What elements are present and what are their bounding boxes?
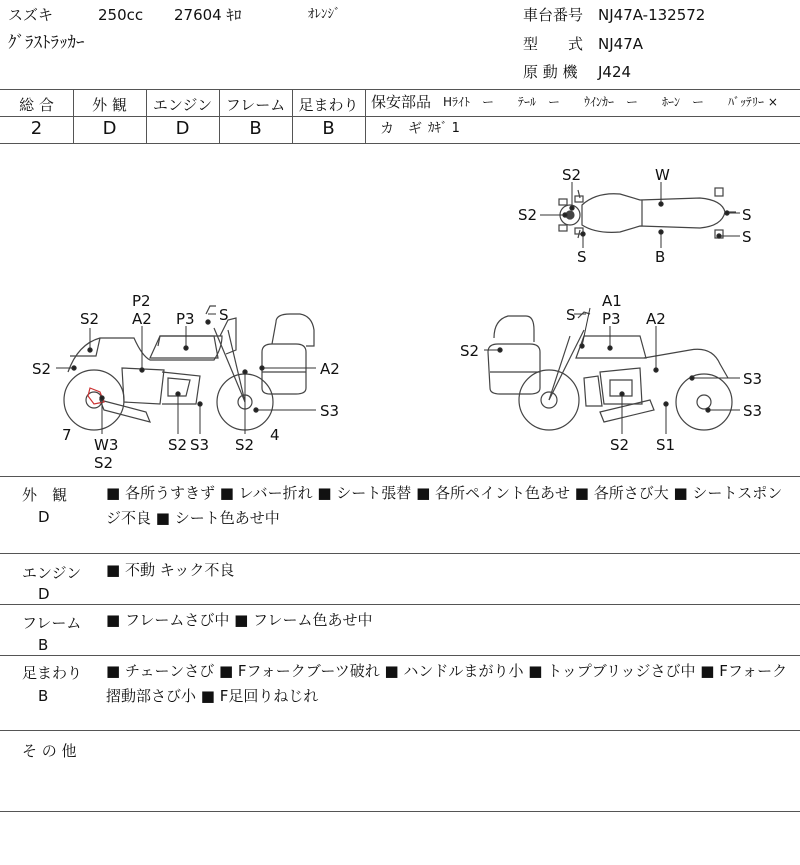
diag-label: P3	[176, 310, 195, 328]
diag-label: W	[655, 166, 670, 184]
diag-label: 4	[270, 426, 280, 444]
divider	[0, 116, 366, 117]
divider	[0, 553, 800, 554]
diag-label: A2	[646, 310, 666, 328]
safety-parts-items: Hﾗｲﾄ ー ﾃｰﾙ ー ｳｲﾝｶｰ ー ﾎｰﾝ ー ﾊﾞｯﾃﾘｰ ×	[443, 95, 778, 109]
divider	[0, 730, 800, 731]
grade-overall-value: 2	[30, 118, 43, 139]
displacement: 250cc	[98, 6, 144, 24]
diag-label: S	[219, 306, 229, 324]
diag-label: S3	[743, 370, 763, 388]
cond-suspension-text: ■ チェーンさび ■ Fフォークブーツ破れ ■ ハンドルまがり小 ■ トップブリッジさび中 ■ Fフォーク摺動部さび小 ■ F足回りねじれ	[106, 662, 788, 705]
cond-frame-label: フレーム	[22, 614, 82, 632]
diag-label: B	[655, 248, 666, 266]
mileage: 27604 ｷﾛ	[174, 6, 242, 24]
engine-value: J424	[598, 63, 632, 81]
diag-label: S3	[190, 436, 210, 454]
diag-label: W3	[94, 436, 119, 454]
diag-label: S	[742, 228, 752, 246]
bike-top-view	[559, 188, 736, 238]
divider	[0, 476, 800, 477]
diag-label: S	[577, 248, 587, 266]
grade-exterior-label: 外 観	[92, 96, 127, 114]
diag-label: S3	[320, 402, 340, 420]
type-value: NJ47A	[598, 35, 643, 53]
grade-frame-value: B	[249, 118, 262, 139]
diag-label: S	[742, 206, 752, 224]
divider	[365, 89, 366, 143]
grade-exterior-value: D	[102, 118, 117, 139]
diag-label: S2	[610, 436, 630, 454]
cond-exterior-label: 外 観	[22, 486, 68, 504]
cond-suspension-label: 足まわり	[22, 664, 83, 682]
cond-exterior-text: ■ 各所うすきず ■ レバー折れ ■ シート張替 ■ 各所ペイント色あせ ■ 各所さび大 ■ シートスポンジ不良 ■ シート色あせ中	[106, 484, 783, 527]
grade-overall-label: 総 合	[19, 96, 54, 114]
diag-label: S1	[656, 436, 676, 454]
divider	[366, 116, 800, 117]
divider	[0, 811, 800, 812]
diag-label: S3	[743, 402, 763, 420]
cond-exterior-grade: D	[38, 508, 50, 526]
diag-label: S2	[562, 166, 582, 184]
diag-label: S2	[94, 454, 114, 472]
grade-engine-label: エンジン	[152, 96, 213, 114]
safety-parts-label: 保安部品	[371, 93, 432, 111]
cond-frame-grade: B	[38, 636, 49, 654]
cond-engine-text: ■ 不動 キック不良	[106, 561, 235, 579]
frame-no: NJ47A-132572	[598, 6, 706, 24]
frame-no-label: 車台番号	[523, 6, 584, 24]
cond-suspension-grade: B	[38, 687, 49, 705]
diag-label: A2	[132, 310, 152, 328]
divider	[0, 604, 800, 605]
engine-label: 原 動 機	[523, 63, 578, 81]
diag-label: S2	[168, 436, 188, 454]
diag-label: S2	[235, 436, 255, 454]
diag-label: S2	[32, 360, 52, 378]
maker: スズキ	[8, 6, 54, 24]
key-value: ｶｷﾞ 1	[428, 121, 460, 136]
grade-engine-value: D	[175, 118, 190, 139]
model-name: ｸﾞﾗｽﾄﾗｯｶｰ	[8, 33, 85, 53]
diag-label: S2	[80, 310, 100, 328]
cond-engine-label: エンジン	[22, 564, 82, 582]
grade-suspension-label: 足まわり	[298, 96, 359, 114]
diag-label: 7	[62, 426, 72, 444]
cond-other-label: そ の 他	[22, 742, 77, 760]
damage-diagram	[0, 144, 800, 476]
color: ｵﾚﾝｼﾞ	[308, 7, 341, 22]
divider	[0, 655, 800, 656]
diag-label: S2	[460, 342, 480, 360]
diag-label: P3	[602, 310, 621, 328]
type-label: 型 式	[523, 35, 584, 53]
diag-label: P2	[132, 292, 151, 310]
cond-frame-text: ■ フレームさび中 ■ フレーム色あせ中	[106, 611, 373, 629]
diag-label: S2	[518, 206, 538, 224]
diag-label: A1	[602, 292, 622, 310]
diag-label: S	[566, 306, 576, 324]
cond-engine-grade: D	[38, 585, 50, 603]
grade-frame-label: フレーム	[225, 96, 286, 114]
divider	[0, 89, 800, 90]
key-label: カ ギ	[380, 121, 422, 137]
grade-suspension-value: B	[322, 118, 335, 139]
diag-label: A2	[320, 360, 340, 378]
